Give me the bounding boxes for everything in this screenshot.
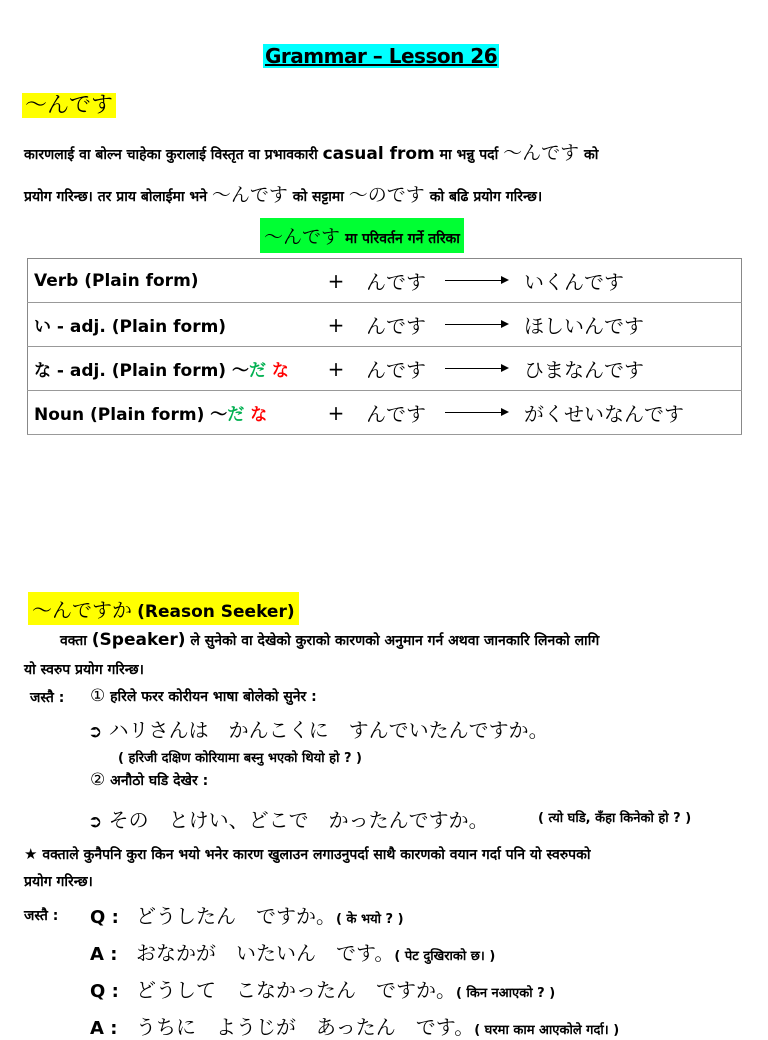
text: 〜んですか [32, 598, 132, 622]
plus-cell: + [316, 347, 356, 391]
form-cell [28, 303, 317, 347]
section-heading-ndesuka [28, 592, 299, 625]
qa-label: Q : [90, 981, 119, 1002]
text: मा भन्नु पर्दा [439, 147, 499, 163]
arrow-cell [436, 259, 516, 303]
example-2-translation: ( त्यो घडि, कँहा किनेको हो ? ) [538, 811, 692, 826]
page-title: Grammar – Lesson 26 [265, 44, 498, 68]
arrow-cell [436, 391, 516, 435]
text: ハリさんは かんこくに すんでいたんですか。 [108, 718, 549, 742]
arrow-bullet-icon: ➲ [88, 812, 103, 832]
qa-translation: ( किन नआएको ? ) [456, 986, 556, 1001]
text: को सट्टामा [292, 189, 344, 205]
text: वक्ता [60, 633, 87, 649]
intro-line-2 [24, 180, 542, 207]
qa-label: A : [90, 944, 118, 965]
arrow-cell [436, 303, 516, 347]
text: प्रयोग गरिन्छ। तर प्राय बोलाईमा भने [24, 189, 207, 205]
ndesu-cell: んです [356, 391, 436, 435]
text: 〜んです [211, 184, 288, 206]
plus-cell: + [316, 259, 356, 303]
text: कारणलाई वा बोल्न चाहेका कुरालाई विस्तृत वा प्रभावकारी [24, 147, 318, 163]
reason-line-2: यो स्वरुप प्रयोग गरिन्छ। [24, 662, 144, 678]
qa-example-label: जस्तै : [24, 908, 59, 924]
text: (Reason Seeker) [137, 602, 295, 622]
na-suffix: な [271, 361, 289, 381]
result-cell: がくせいなんです [516, 391, 742, 435]
qa-translation: ( घरमा काम आएकोले गर्दा। ) [474, 1023, 620, 1038]
qa-label: A : [90, 1018, 118, 1039]
result-cell: いくんです [516, 259, 742, 303]
plus-cell: + [316, 391, 356, 435]
form-cell [28, 391, 317, 435]
text: को बढि प्रयोग गरिन्छ। [429, 189, 543, 205]
right-arrow-icon [445, 324, 507, 325]
text: को [584, 147, 599, 163]
form-label: Noun (Plain form) 〜 [34, 405, 228, 425]
text: その とけい、どこで かったんですか。 [108, 808, 489, 832]
table-row [28, 303, 742, 347]
section-heading-ndesu [22, 88, 116, 119]
qa-japanese: どうして こなかったん ですか。 [136, 978, 456, 1002]
text: 〜のです [348, 184, 425, 206]
example-1-japanese [88, 714, 549, 743]
form-cell [28, 259, 317, 303]
qa-japanese: おなかが いたいん です。 [136, 941, 395, 965]
right-arrow-icon [445, 368, 507, 369]
text: ② [90, 770, 106, 790]
table-row [28, 391, 742, 435]
text: casual from [322, 144, 435, 164]
qa-translation: ( पेट दुखिराको छ। ) [394, 949, 496, 964]
reason-line-1 [60, 630, 599, 650]
intro-line-1 [24, 138, 598, 165]
text: वक्ताले कुनैपनि कुरा किन भयो भनेर कारण खुलाउन लगाउनुपर्दा साथै कारणको वयान गर्दा पनि यो स्वरुपको [42, 847, 591, 863]
table-row [28, 259, 742, 303]
na-suffix: な [250, 405, 268, 425]
star-icon: ★ [24, 845, 38, 863]
ndesu-cell: んです [356, 347, 436, 391]
result-cell: ひまなんです [516, 347, 742, 391]
conversion-subheading [260, 218, 464, 253]
example-1-context [90, 686, 317, 706]
example-label: जस्तै : [30, 690, 65, 706]
conversion-table [27, 258, 742, 435]
text: हरिले फरर कोरीयन भाषा बोलेको सुनेर : [110, 689, 317, 705]
example-1-translation: ( हरिजी दक्षिण कोरियामा बस्नु भएको थियो हो ? ) [118, 751, 362, 766]
da-suffix: だ [227, 405, 245, 425]
right-arrow-icon [445, 280, 507, 281]
text: 〜んです [503, 142, 580, 164]
form-label: な - adj. (Plain form) 〜 [34, 361, 249, 381]
star-note-line-1 [24, 845, 590, 864]
example-2-japanese [88, 804, 489, 833]
da-suffix: だ [248, 361, 266, 381]
arrow-bullet-icon: ➲ [88, 722, 103, 742]
qa-japanese: どうしたん ですか。 [136, 904, 336, 928]
text: (Speaker) [91, 630, 186, 650]
form-label: Verb (Plain form) [34, 270, 199, 291]
text: मा परिवर्तन गर्ने तरिका [345, 231, 460, 247]
text: ① [90, 686, 106, 706]
qa-translation: ( के भयो ? ) [336, 912, 404, 927]
text: 〜んです [264, 226, 341, 248]
ndesu-cell: んです [356, 303, 436, 347]
qa-line [90, 1011, 619, 1040]
qa-line [90, 974, 555, 1003]
qa-label: Q : [90, 907, 119, 928]
heading-text: 〜んです [22, 93, 116, 118]
text: ले सुनेको वा देखेको कुराको कारणको अनुमान गर्न अथवा जानकारि लिनको लागि [190, 633, 600, 649]
qa-line [90, 937, 495, 966]
table-row [28, 347, 742, 391]
result-cell: ほしいんです [516, 303, 742, 347]
form-cell [28, 347, 317, 391]
right-arrow-icon [445, 412, 507, 413]
plus-cell: + [316, 303, 356, 347]
qa-japanese: うちに ようじが あったん です。 [136, 1015, 475, 1039]
star-note-line-2: प्रयोग गरिन्छ। [24, 874, 93, 890]
form-label: い - adj. (Plain form) [34, 317, 227, 337]
example-2-context [90, 770, 208, 790]
qa-line [90, 900, 404, 929]
text: अनौठो घडि देखेर : [110, 773, 209, 789]
ndesu-cell: んです [356, 259, 436, 303]
arrow-cell [436, 347, 516, 391]
